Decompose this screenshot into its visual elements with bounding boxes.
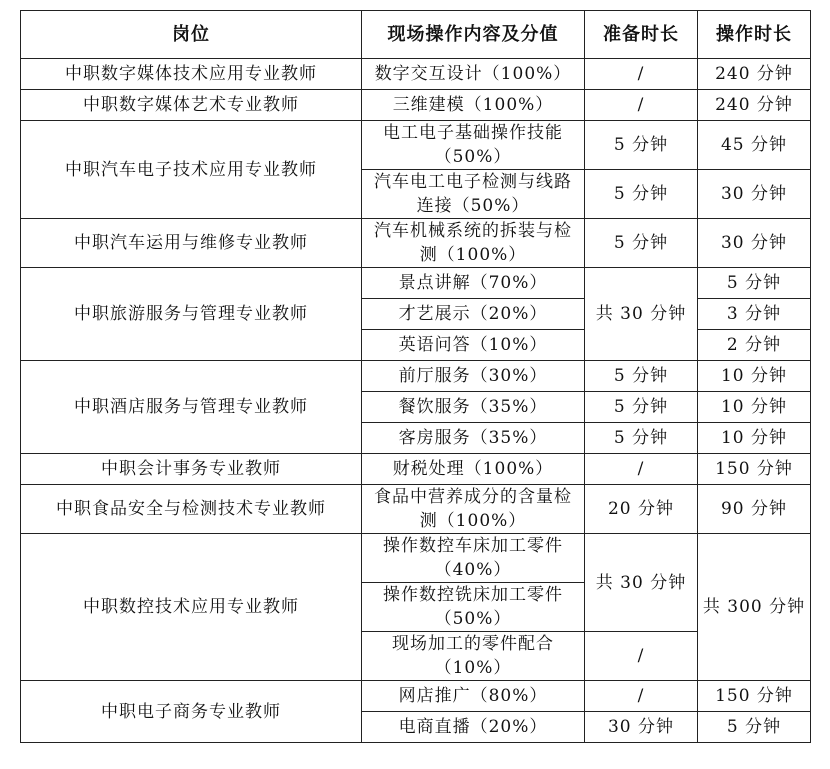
table-row bbox=[21, 361, 811, 392]
prep-cell: 5 分钟 bbox=[585, 423, 698, 454]
op-cell: 3 分钟 bbox=[698, 299, 811, 330]
prep-cell: 5 分钟 bbox=[585, 121, 698, 170]
prep-cell: / bbox=[585, 681, 698, 712]
op-cell: 2 分钟 bbox=[698, 330, 811, 361]
table-row bbox=[21, 454, 811, 485]
prep-cell: 共 30 分钟 bbox=[585, 534, 698, 632]
prep-cell: / bbox=[585, 632, 698, 681]
prep-cell: 20 分钟 bbox=[585, 485, 698, 534]
table-row bbox=[21, 121, 811, 170]
op-cell: 10 分钟 bbox=[698, 423, 811, 454]
position-cell: 中职会计事务专业教师 bbox=[21, 454, 362, 485]
prep-cell: / bbox=[585, 59, 698, 90]
content-cell: 客房服务（35%） bbox=[362, 423, 585, 454]
op-cell: 30 分钟 bbox=[698, 170, 811, 219]
header-prep: 准备时长 bbox=[585, 11, 698, 59]
content-cell: 三维建模（100%） bbox=[362, 90, 585, 121]
op-cell: 10 分钟 bbox=[698, 392, 811, 423]
content-cell: 汽车电工电子检测与线路连接（50%） bbox=[362, 170, 585, 219]
op-cell: 30 分钟 bbox=[698, 219, 811, 268]
content-cell: 景点讲解（70%） bbox=[362, 268, 585, 299]
op-cell: 45 分钟 bbox=[698, 121, 811, 170]
prep-cell: 5 分钟 bbox=[585, 361, 698, 392]
table-row bbox=[21, 485, 811, 534]
schedule-table bbox=[20, 10, 811, 743]
content-cell: 电工电子基础操作技能（50%） bbox=[362, 121, 585, 170]
op-cell: 150 分钟 bbox=[698, 454, 811, 485]
table-row bbox=[21, 219, 811, 268]
content-cell: 网店推广（80%） bbox=[362, 681, 585, 712]
content-cell: 食品中营养成分的含量检测（100%） bbox=[362, 485, 585, 534]
content-cell: 数字交互设计（100%） bbox=[362, 59, 585, 90]
header-op: 操作时长 bbox=[698, 11, 811, 59]
header-position: 岗位 bbox=[21, 11, 362, 59]
table-row bbox=[21, 681, 811, 712]
position-cell: 中职旅游服务与管理专业教师 bbox=[21, 268, 362, 361]
op-cell: 共 300 分钟 bbox=[698, 534, 811, 681]
table-row bbox=[21, 59, 811, 90]
content-cell: 电商直播（20%） bbox=[362, 712, 585, 743]
position-cell: 中职数控技术应用专业教师 bbox=[21, 534, 362, 681]
position-cell: 中职食品安全与检测技术专业教师 bbox=[21, 485, 362, 534]
prep-cell: 共 30 分钟 bbox=[585, 268, 698, 361]
prep-cell: 5 分钟 bbox=[585, 219, 698, 268]
op-cell: 10 分钟 bbox=[698, 361, 811, 392]
content-cell: 餐饮服务（35%） bbox=[362, 392, 585, 423]
content-cell: 财税处理（100%） bbox=[362, 454, 585, 485]
table-row bbox=[21, 534, 811, 583]
op-cell: 150 分钟 bbox=[698, 681, 811, 712]
content-cell: 操作数控铣床加工零件（50%） bbox=[362, 583, 585, 632]
content-cell: 操作数控车床加工零件（40%） bbox=[362, 534, 585, 583]
position-cell: 中职酒店服务与管理专业教师 bbox=[21, 361, 362, 454]
prep-cell: 5 分钟 bbox=[585, 170, 698, 219]
op-cell: 240 分钟 bbox=[698, 90, 811, 121]
prep-cell: 30 分钟 bbox=[585, 712, 698, 743]
table-row bbox=[21, 268, 811, 299]
op-cell: 90 分钟 bbox=[698, 485, 811, 534]
prep-cell: 5 分钟 bbox=[585, 392, 698, 423]
prep-cell: / bbox=[585, 454, 698, 485]
position-cell: 中职汽车电子技术应用专业教师 bbox=[21, 121, 362, 219]
position-cell: 中职数字媒体艺术专业教师 bbox=[21, 90, 362, 121]
position-cell: 中职数字媒体技术应用专业教师 bbox=[21, 59, 362, 90]
position-cell: 中职电子商务专业教师 bbox=[21, 681, 362, 743]
content-cell: 前厅服务（30%） bbox=[362, 361, 585, 392]
op-cell: 240 分钟 bbox=[698, 59, 811, 90]
content-cell: 汽车机械系统的拆装与检测（100%） bbox=[362, 219, 585, 268]
header-content: 现场操作内容及分值 bbox=[362, 11, 585, 59]
op-cell: 5 分钟 bbox=[698, 712, 811, 743]
content-cell: 英语问答（10%） bbox=[362, 330, 585, 361]
header-row bbox=[21, 11, 811, 59]
table-row bbox=[21, 90, 811, 121]
prep-cell: / bbox=[585, 90, 698, 121]
content-cell: 才艺展示（20%） bbox=[362, 299, 585, 330]
position-cell: 中职汽车运用与维修专业教师 bbox=[21, 219, 362, 268]
op-cell: 5 分钟 bbox=[698, 268, 811, 299]
content-cell: 现场加工的零件配合（10%） bbox=[362, 632, 585, 681]
